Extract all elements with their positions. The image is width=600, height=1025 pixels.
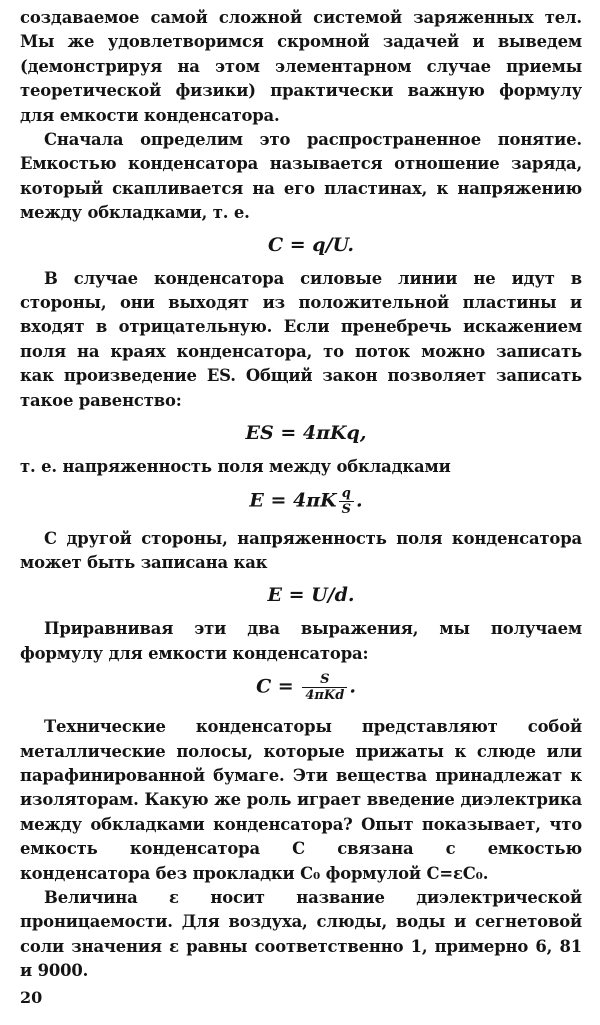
formula-field-end: .	[356, 489, 363, 511]
paragraph-intro: создаваемое самой сложной системой заряженных тел. Мы же удовлетворимся скромной задачей и выведем (демонстрируя на этом элементарном случае приемы теоретической физики) практически важную формулу для емкости конденсатора.	[20, 8, 582, 125]
paragraph-other-side: С другой стороны, напряженность поля конденсатора может быть записана как	[20, 528, 582, 572]
formula-capacity	[20, 672, 582, 703]
formula-field-lhs: E = 4πK	[249, 489, 337, 511]
page-number: 20	[20, 988, 43, 1007]
fraction-q-over-s	[339, 486, 354, 517]
formula-field-strength	[20, 486, 582, 517]
formula-flux: ES = 4πKq,	[245, 422, 367, 445]
paragraph-field-lines: В случае конденсатора силовые линии не идут в стороны, они выходят из положительной пластины и входят в отрицательную. Если пренебречь искажением поля на краях конденсатора, то поток можно записать как произведение ES. Общий закон позволяет записать такое равенство:	[20, 268, 582, 410]
paragraph-equating: Приравнивая эти два выражения, мы получаем формулу для емкости конденсатора:	[20, 619, 582, 663]
formula-capacity-end: .	[349, 675, 356, 698]
fraction-numerator: S	[302, 672, 347, 688]
paragraph-field-strength: т. е. напряженность поля между обкладками	[20, 457, 451, 477]
fraction-s-over-4pikd	[302, 672, 347, 703]
formula-capacity-lhs: C =	[256, 675, 294, 698]
formula-capacity-definition: C = q/U.	[268, 233, 354, 256]
paragraph-capacity-definition: Сначала определим это распространенное понятие. Емкостью конденсатора называется отношение заряда, который скапливается на его пластинах, к напряжению между обкладками, т. е.	[20, 130, 582, 223]
fraction-denominator: S	[341, 501, 352, 517]
fraction-numerator: q	[339, 486, 354, 502]
fraction-denominator: 4πKd	[305, 688, 345, 704]
formula-field-voltage: E = U/d.	[267, 584, 355, 607]
paragraph-technical-capacitors: Технические конденсаторы представляют собой металлические полосы, которые прижаты к слюде или парафинированной бумаге. Эти вещества принадлежат к изоляторам. Какую же роль играет введение диэлектрика между обкладками конденсатора? Опыт показывает, что емкость конденсатора C связана с емкостью конденсатора без прокладки C₀ формулой C=εC₀.	[20, 717, 582, 883]
paragraph-dielectric-constant: Величина ε носит название диэлектрической проницаемости. Для воздуха, слюды, воды и сегнетовой соли значения ε равны соответственно 1, примерно 6, 81 и 9000.	[20, 887, 582, 981]
